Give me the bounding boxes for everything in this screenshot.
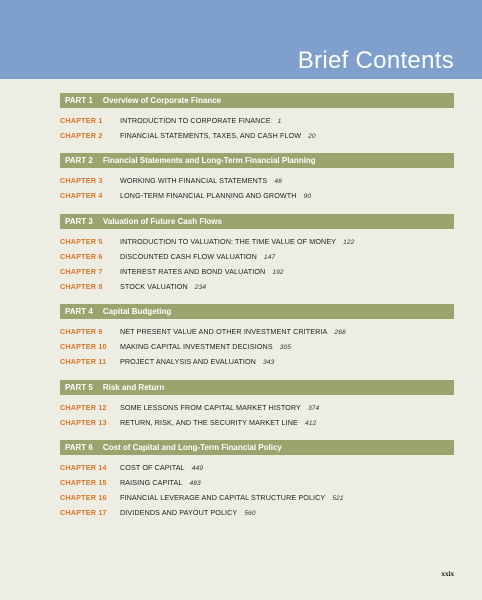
part-section: [60, 304, 454, 369]
part-section: [60, 380, 454, 430]
toc-entry[interactable]: [60, 490, 454, 505]
part-number: PART 2: [65, 156, 93, 165]
toc-entry[interactable]: [60, 249, 454, 264]
chapter-page-number: 1: [277, 118, 282, 125]
chapter-label: CHAPTER 2: [60, 131, 103, 140]
chapter-page-number: 412: [304, 420, 317, 427]
chapter-label: CHAPTER 12: [60, 403, 107, 412]
part-number: PART 6: [65, 443, 93, 452]
toc-entry[interactable]: [60, 264, 454, 279]
toc-entry[interactable]: [60, 505, 454, 520]
toc-entry[interactable]: [60, 354, 454, 369]
chapter-page-number: 521: [332, 495, 344, 502]
part-number: PART 5: [65, 383, 93, 392]
chapter-label: CHAPTER 17: [60, 508, 107, 517]
chapter-label: CHAPTER 4: [60, 191, 103, 200]
part-section: [60, 153, 454, 203]
part-title: Capital Budgeting: [102, 307, 172, 316]
part-title: Risk and Return: [102, 383, 165, 392]
toc-entry[interactable]: [60, 339, 454, 354]
chapter-title: COST OF CAPITAL: [120, 463, 185, 472]
chapter-title: FINANCIAL LEVERAGE AND CAPITAL STRUCTURE POLICY: [120, 493, 326, 502]
chapter-page-number: 374: [307, 405, 320, 412]
chapter-page-number: 305: [279, 344, 292, 351]
chapter-label: CHAPTER 13: [60, 418, 107, 427]
chapter-page-number: 147: [263, 254, 276, 261]
toc-entry[interactable]: [60, 113, 454, 128]
toc-entry[interactable]: [60, 415, 454, 430]
part-section: [60, 93, 454, 143]
chapter-title: RETURN, RISK, AND THE SECURITY MARKET LINE: [120, 418, 298, 427]
chapter-label: CHAPTER 6: [60, 252, 103, 261]
page-title: Brief Contents: [297, 47, 454, 74]
part-section: [60, 214, 454, 294]
chapter-label: CHAPTER 5: [60, 237, 103, 246]
chapter-page-number: 192: [272, 269, 284, 276]
part-header-bar: [60, 214, 454, 229]
chapter-page-number: 234: [194, 284, 207, 291]
toc-entry[interactable]: [60, 324, 454, 339]
chapter-page-number: 90: [303, 193, 312, 200]
part-number: PART 3: [65, 217, 93, 226]
toc-entry[interactable]: [60, 460, 454, 475]
toc-entry[interactable]: [60, 188, 454, 203]
chapter-label: CHAPTER 15: [60, 478, 107, 487]
part-header-bar: [60, 440, 454, 455]
part-header-bar: [60, 153, 454, 168]
chapter-page-number: 343: [262, 359, 275, 366]
chapter-title: PROJECT ANALYSIS AND EVALUATION: [120, 357, 256, 366]
chapter-label: CHAPTER 16: [60, 493, 107, 502]
chapter-label: CHAPTER 3: [60, 176, 103, 185]
chapter-title: STOCK VALUATION: [120, 282, 188, 291]
chapter-label: CHAPTER 14: [60, 463, 107, 472]
part-title: Overview of Corporate Finance: [102, 96, 222, 105]
toc-entry[interactable]: [60, 279, 454, 294]
toc-entry[interactable]: [60, 128, 454, 143]
part-title: Cost of Capital and Long-Term Financial Policy: [102, 443, 282, 452]
chapter-title: MAKING CAPITAL INVESTMENT DECISIONS: [120, 342, 273, 351]
chapter-page-number: 449: [191, 465, 204, 472]
chapter-title: SOME LESSONS FROM CAPITAL MARKET HISTORY: [120, 403, 301, 412]
chapter-title: INTRODUCTION TO VALUATION: THE TIME VALUE OF MONEY: [120, 237, 337, 246]
chapter-page-number: 48: [274, 178, 282, 185]
chapter-page-number: 122: [343, 239, 355, 246]
chapter-label: CHAPTER 11: [60, 357, 107, 366]
part-header-bar: [60, 380, 454, 395]
chapter-page-number: 268: [334, 329, 346, 336]
chapter-title: INTEREST RATES AND BOND VALUATION: [120, 267, 266, 276]
chapter-page-number: 483: [189, 480, 201, 487]
part-number: PART 1: [65, 96, 93, 105]
toc-entry[interactable]: [60, 234, 454, 249]
chapter-title: FINANCIAL STATEMENTS, TAXES, AND CASH FLOW: [120, 131, 302, 140]
chapter-title: DIVIDENDS AND PAYOUT POLICY: [120, 508, 238, 517]
chapter-title: DISCOUNTED CASH FLOW VALUATION: [120, 252, 257, 261]
part-title: Valuation of Future Cash Flows: [102, 217, 222, 226]
chapter-label: CHAPTER 10: [60, 342, 107, 351]
chapter-title: WORKING WITH FINANCIAL STATEMENTS: [120, 176, 268, 185]
chapter-title: NET PRESENT VALUE AND OTHER INVESTMENT CRITERIA: [120, 327, 328, 336]
part-title: Financial Statements and Long-Term Financial Planning: [102, 156, 316, 165]
part-number: PART 4: [65, 307, 93, 316]
chapter-label: CHAPTER 7: [60, 267, 103, 276]
part-section: [60, 440, 454, 520]
toc-entry[interactable]: [60, 475, 454, 490]
chapter-label: CHAPTER 8: [60, 282, 103, 291]
part-header-bar: [60, 304, 454, 319]
chapter-label: CHAPTER 9: [60, 327, 103, 336]
chapter-title: LONG-TERM FINANCIAL PLANNING AND GROWTH: [120, 191, 297, 200]
chapter-page-number: 560: [244, 510, 256, 517]
chapter-label: CHAPTER 1: [60, 116, 103, 125]
part-header-bar: [60, 93, 454, 108]
chapter-page-number: 20: [308, 133, 316, 140]
page-number: xxix: [441, 570, 454, 578]
toc-entry[interactable]: [60, 400, 454, 415]
chapter-title: INTRODUCTION TO CORPORATE FINANCE: [120, 116, 271, 125]
toc-entry[interactable]: [60, 173, 454, 188]
chapter-title: RAISING CAPITAL: [120, 478, 183, 487]
